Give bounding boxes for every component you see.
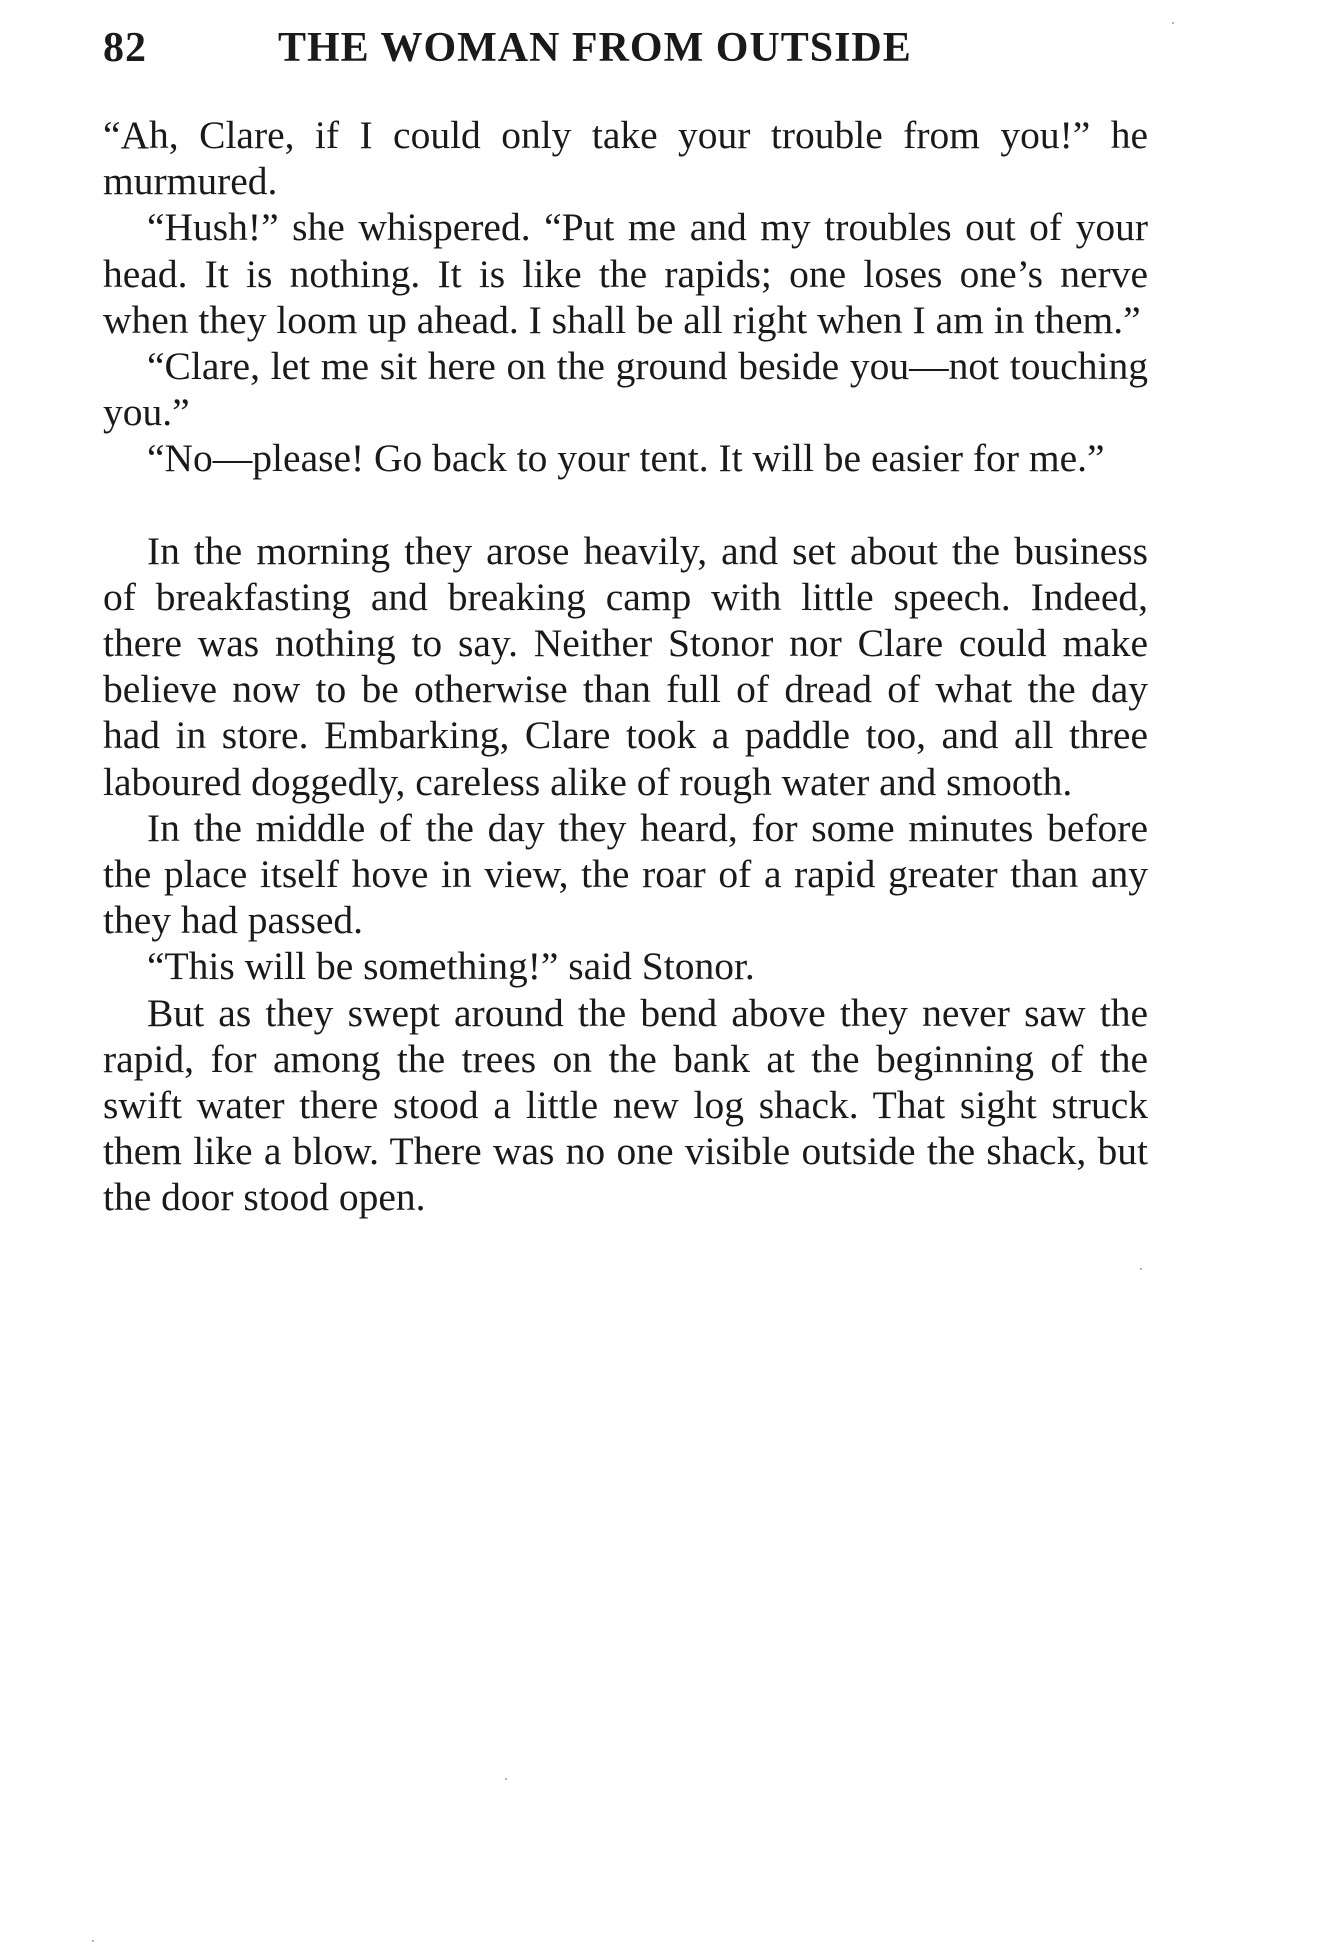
paragraph: “Clare, let me sit here on the ground beside you—not touching you.” — [103, 344, 1148, 435]
paper-speck — [505, 1778, 507, 1780]
body-text — [103, 112, 1148, 1221]
paragraph: But as they swept around the bend above they never saw the rapid, for among the trees on the bank at the beginning of the swift water there stood a little new log shack. That sight struck them like a blow. There was no one visible outside the shack, but the door stood open. — [103, 990, 1148, 1220]
paper-speck — [92, 1940, 94, 1942]
page-number: 82 — [103, 25, 147, 71]
paper-speck — [1172, 22, 1174, 24]
paragraph: “Hush!” she whispered. “Put me and my troubles out of your head. It is nothing. It is like the rapids; one loses one’s nerve when they loom up ahead. I shall be all right when I am in them.” — [103, 205, 1148, 342]
paragraph: In the middle of the day they heard, for some minutes before the place itself hove in view, the roar of a rapid greater than any they had passed. — [103, 805, 1148, 943]
paragraph: “Ah, Clare, if I could only take your trouble from you!” he murmured. — [103, 113, 1148, 204]
paragraph: “This will be something!” said Stonor. — [147, 944, 755, 989]
paragraph: In the morning they arose heavily, and set about the business of breakfasting and breaking camp with little speech. Indeed, there was nothing to say. Neither Stonor nor Clare could make believe now to be otherwise than full of dread of what the day had in store. Embarking, Clare took a paddle too, and all three laboured doggedly, careless alike of rough water and smooth. — [103, 528, 1148, 804]
paragraph: “No—please! Go back to your tent. It will be easier for me.” — [147, 436, 1105, 481]
paper-speck — [1140, 1268, 1142, 1270]
running-title: THE WOMAN FROM OUTSIDE — [278, 25, 912, 71]
page-header — [103, 18, 1163, 78]
